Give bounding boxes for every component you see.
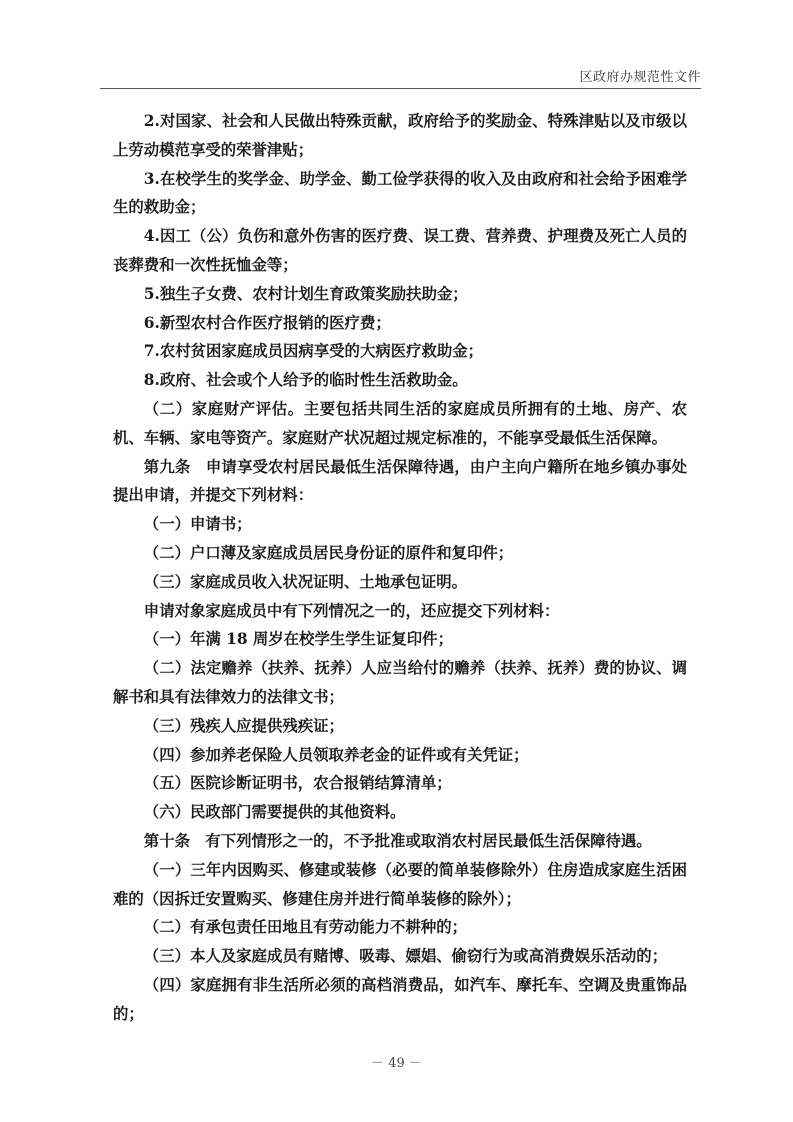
- paragraph-am-item-2: （二）法定赡养（扶养、抚养）人应当给付的赡养（扶养、抚养）费的协议、调解书和具有法律效力的法律文书；: [113, 659, 687, 706]
- paragraph-a10-item-4: （四）家庭拥有非生活所必须的高档消费品，如汽车、摩托车、空调及贵重饰品的；: [113, 975, 687, 1023]
- page-number: － 49 －: [371, 1056, 422, 1071]
- paragraph-property-assessment: （二）家庭财产评估。主要包括共同生活的家庭成员所拥有的土地、房产、农机、车辆、家电等资产。家庭财产状况超过规定标准的，不能享受最低生活保障。: [113, 399, 687, 447]
- paragraph-article-10: 第十条 有下列情形之一的，不予批准或取消农村居民最低生活保障待遇。: [143, 831, 652, 850]
- paragraph-am-item-4: （四）参加养老保险人员领取养老金的证件或有关凭证；: [143, 745, 529, 764]
- paragraph-a10-item-2: （二）有承包责任田地且有劳动能力不耕种的；: [143, 918, 468, 937]
- paragraph-am-item-3: （三）残疾人应提供残疾证；: [143, 716, 344, 735]
- paragraph-am-item-6: （六）民政部门需要提供的其他资料。: [143, 803, 406, 822]
- page-footer: [0, 1052, 793, 1071]
- paragraph-item-7: 7.农村贫困家庭成员因病享受的大病医疗救助金；: [143, 342, 484, 361]
- paragraph-a10-item-1: （一）三年内因购买、修建或装修（必要的简单装修除外）住房造成家庭生活困难的（因拆迁安置购买、修建住房并进行简单装修的除外）；: [113, 860, 687, 908]
- paragraph-item-4: 4.因工（公）负伤和意外伤害的医疗费、误工费、营养费、护理费及死亡人员的丧葬费和一次性抚恤金等；: [113, 227, 687, 274]
- paragraph-am-item-1: （一）年满 18 周岁在校学生学生证复印件；: [143, 630, 453, 649]
- paragraph-additional-materials: 申请对象家庭成员中有下列情况之一的，还应提交下列材料：: [143, 601, 560, 620]
- paragraph-item-6: 6.新型农村合作医疗报销的医疗费；: [143, 313, 391, 332]
- document-body: [113, 107, 687, 1029]
- page-header: [100, 58, 701, 89]
- paragraph-a10-item-3: （三）本人及家庭成员有赌博、吸毒、嫖娼、偷窃行为或高消费娱乐活动的；: [143, 947, 668, 966]
- paragraph-a9-item-3: （三）家庭成员收入状况证明、土地承包证明。: [143, 572, 468, 591]
- header-title: 区政府办规范性文件: [579, 70, 701, 85]
- paragraph-am-item-5: （五）医院诊断证明书，农合报销结算清单；: [143, 774, 452, 793]
- paragraph-item-5: 5.独生子女费、农村计划生育政策奖励扶助金；: [143, 284, 468, 303]
- paragraph-item-3: 3.在校学生的奖学金、助学金、勤工俭学获得的收入及由政府和社会给予困难学生的救助金；: [113, 169, 687, 217]
- paragraph-item-8: 8.政府、社会或个人给予的临时性生活救助金。: [143, 371, 468, 390]
- paragraph-article-9: 第九条 申请享受农村居民最低生活保障待遇，由户主向户籍所在地乡镇办事处提出申请，并提交下列材料：: [113, 457, 687, 505]
- paragraph-a9-item-1: （一）申请书；: [143, 515, 252, 534]
- paragraph-item-2: 2.对国家、社会和人民做出特殊贡献，政府给予的奖励金、特殊津贴以及市级以上劳动模范享受的荣誉津贴；: [113, 112, 687, 159]
- paragraph-a9-item-2: （二）户口薄及家庭成员居民身份证的原件和复印件；: [143, 543, 514, 562]
